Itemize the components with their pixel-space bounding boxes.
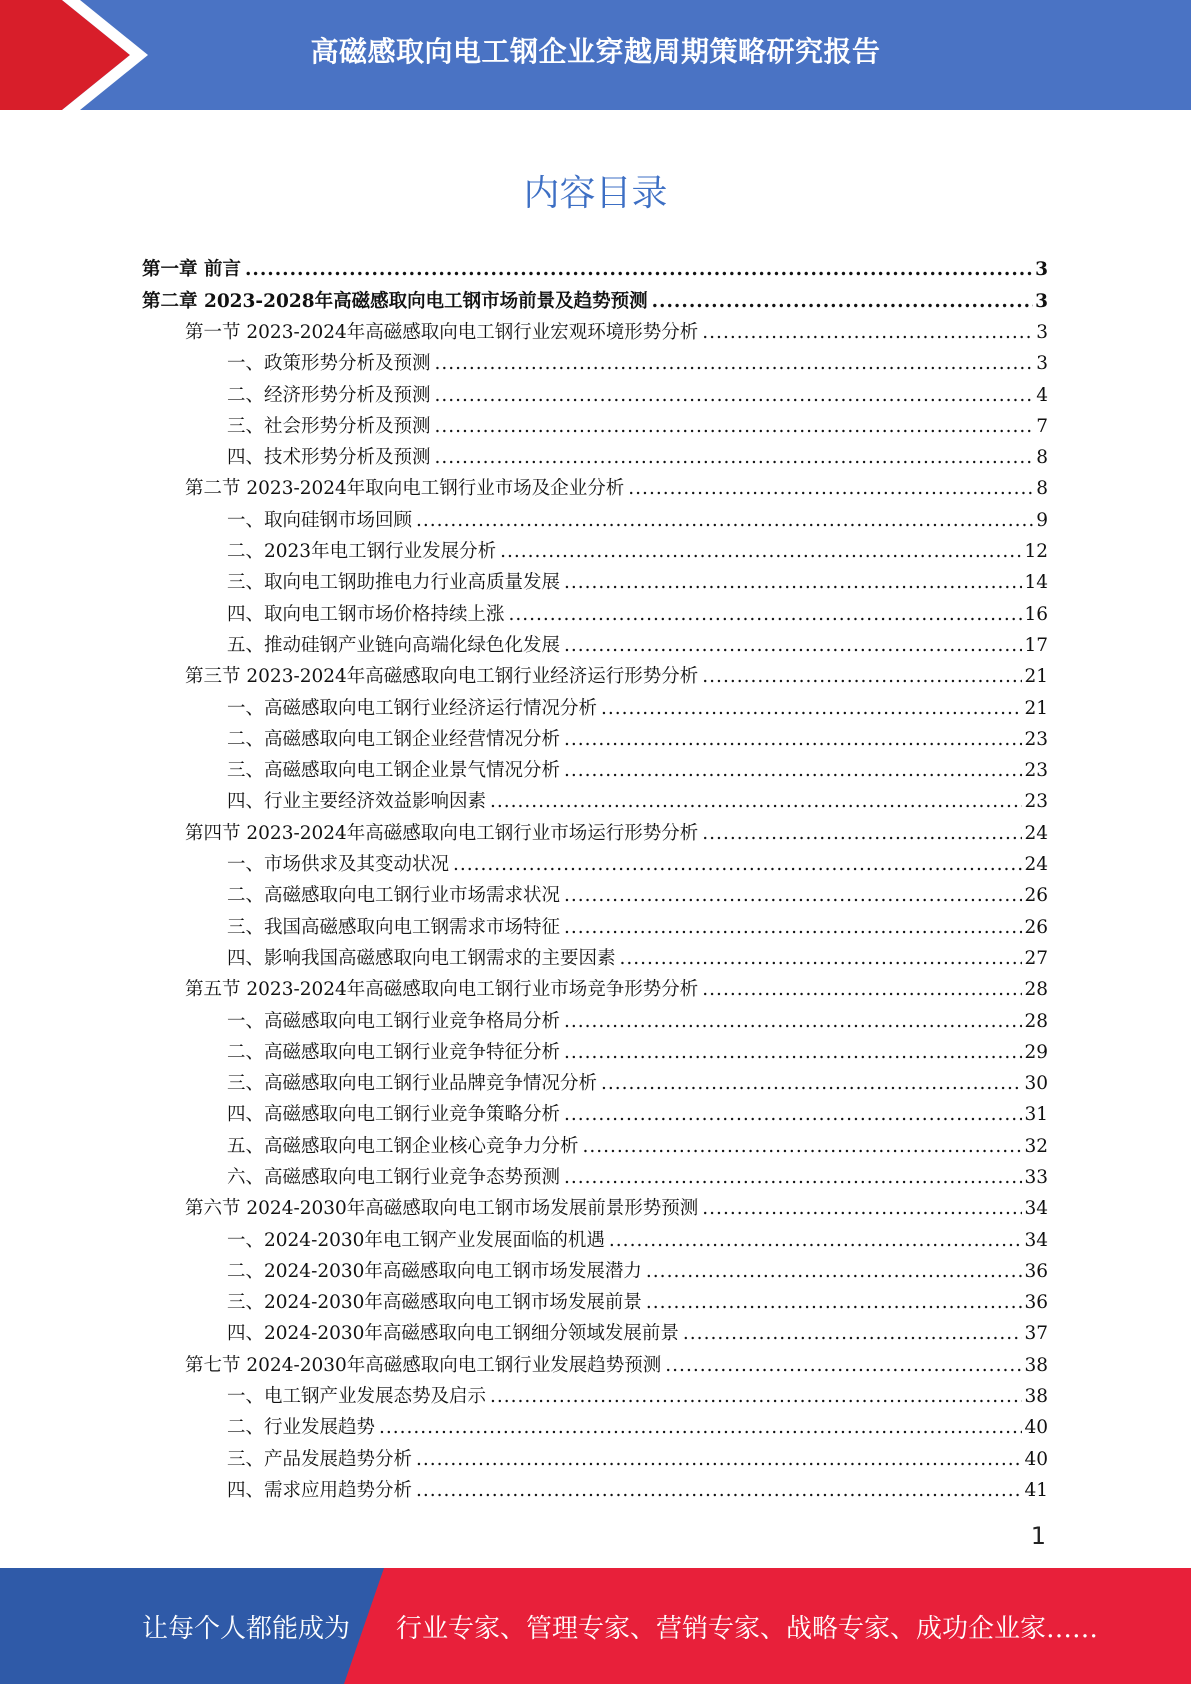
- toc-entry[interactable]: [142, 1319, 1048, 1350]
- toc-entry[interactable]: [142, 1413, 1048, 1444]
- toc-entry[interactable]: [142, 1163, 1048, 1194]
- toc-entry-page: 36: [1024, 1260, 1048, 1282]
- toc-entry-page: 14: [1024, 572, 1048, 594]
- toc-entry-page: 3: [1035, 290, 1048, 312]
- toc-leader-dots: [683, 1325, 1023, 1344]
- toc-entry-title: 二、高磁感取向电工钢企业经营情况分析: [227, 728, 561, 750]
- toc-leader-dots: [564, 637, 1022, 656]
- toc-leader-dots: [601, 700, 1022, 719]
- toc-entry-page: 8: [1036, 447, 1048, 469]
- toc-entry-title: 三、社会形势分析及预测: [227, 415, 431, 437]
- toc-entry[interactable]: [142, 1037, 1048, 1068]
- toc-entry-title: 一、取向硅钢市场回顾: [227, 509, 413, 531]
- toc-entry-page: 26: [1024, 885, 1048, 907]
- toc-entry[interactable]: [142, 568, 1048, 599]
- toc-entry-title: 二、2023年电工钢行业发展分析: [227, 541, 497, 563]
- toc-entry-page: 30: [1024, 1073, 1048, 1095]
- toc-entry[interactable]: [142, 474, 1048, 505]
- toc-entry-page: 29: [1024, 1041, 1048, 1063]
- toc-entry-title: 四、需求应用趋势分析: [227, 1479, 413, 1501]
- toc-leader-dots: [620, 950, 1023, 969]
- toc-entry[interactable]: [142, 662, 1048, 693]
- toc-entry-page: 23: [1024, 760, 1048, 782]
- toc-entry-title: 二、高磁感取向电工钢行业竞争特征分析: [227, 1041, 561, 1063]
- toc-leader-dots: [564, 762, 1022, 781]
- toc-entry[interactable]: [142, 537, 1048, 568]
- toc-entry-page: 27: [1024, 947, 1048, 969]
- toc-entry-page: 31: [1024, 1104, 1048, 1126]
- toc-leader-dots: [453, 856, 1022, 875]
- toc-leader-dots: [500, 543, 1022, 562]
- toc-entry-page: 21: [1024, 697, 1048, 719]
- toc-entry-page: 38: [1024, 1354, 1048, 1376]
- header-banner: [0, 0, 1191, 110]
- toc-entry-page: 36: [1024, 1292, 1048, 1314]
- toc-entry-title: 三、取向电工钢助推电力行业高质量发展: [227, 572, 561, 594]
- toc-entry-page: 24: [1024, 854, 1048, 876]
- toc-entry-page: 23: [1024, 728, 1048, 750]
- toc-entry-title: 四、行业主要经济效益影响因素: [227, 791, 487, 813]
- toc-entry-title: 三、高磁感取向电工钢行业品牌竞争情况分析: [227, 1073, 598, 1095]
- toc-entry[interactable]: [142, 255, 1048, 286]
- toc-entry[interactable]: [142, 1100, 1048, 1131]
- toc-leader-dots: [564, 887, 1022, 906]
- toc-entry[interactable]: [142, 724, 1048, 755]
- toc-leader-dots: [609, 1232, 1023, 1251]
- toc-leader-dots: [702, 1200, 1022, 1219]
- toc-entry-page: 37: [1024, 1323, 1048, 1345]
- toc-entry-title: 二、经济形势分析及预测: [227, 384, 431, 406]
- toc-leader-dots: [490, 793, 1022, 812]
- toc-entry[interactable]: [142, 286, 1048, 317]
- toc-entry[interactable]: [142, 411, 1048, 442]
- toc-leader-dots: [435, 387, 1035, 406]
- toc-entry[interactable]: [142, 1288, 1048, 1319]
- toc-leader-dots: [416, 512, 1034, 531]
- toc-leader-dots: [646, 1263, 1023, 1282]
- toc-entry[interactable]: [142, 1069, 1048, 1100]
- toc-entry-title: 第六节 2024-2030年高磁感取向电工钢市场发展前景形势预测: [185, 1198, 699, 1220]
- toc-entry-title: 四、技术形势分析及预测: [227, 447, 431, 469]
- toc-leader-dots: [628, 480, 1034, 499]
- toc-leader-dots: [416, 1482, 1022, 1501]
- toc-entry[interactable]: [142, 818, 1048, 849]
- toc-entry-title: 三、产品发展趋势分析: [227, 1448, 413, 1470]
- toc-entry-title: 二、2024-2030年高磁感取向电工钢市场发展潜力: [227, 1260, 642, 1282]
- toc-entry-page: 38: [1024, 1386, 1048, 1408]
- toc-entry[interactable]: [142, 1225, 1048, 1256]
- toc-entry-title: 六、高磁感取向电工钢行业竞争态势预测: [227, 1167, 561, 1188]
- toc-entry-page: 3: [1035, 259, 1048, 281]
- toc-entry-page: 28: [1024, 979, 1048, 1001]
- toc-entry-page: 32: [1024, 1135, 1048, 1157]
- toc-entry[interactable]: [142, 380, 1048, 411]
- toc-leader-dots: [564, 919, 1022, 938]
- toc-entry-page: 3: [1036, 321, 1048, 343]
- toc-entry-page: 23: [1024, 791, 1048, 813]
- toc-leader-dots: [564, 731, 1022, 750]
- toc-entry-page: 17: [1024, 634, 1048, 656]
- toc-entry-title: 第一节 2023-2024年高磁感取向电工钢行业宏观环境形势分析: [185, 321, 699, 343]
- toc-entry-title: 一、高磁感取向电工钢行业经济运行情况分析: [227, 697, 598, 719]
- toc-heading: 内容目录: [523, 173, 668, 214]
- toc-entry[interactable]: [142, 1257, 1048, 1288]
- toc-leader-dots: [646, 1294, 1023, 1313]
- toc-entry-page: 40: [1024, 1448, 1048, 1470]
- toc-leader-dots: [564, 1044, 1022, 1063]
- toc-entry-title: 一、电工钢产业发展态势及启示: [227, 1386, 487, 1408]
- toc-entry[interactable]: [142, 1006, 1048, 1037]
- toc-leader-dots: [490, 1388, 1022, 1407]
- toc-entry[interactable]: [142, 881, 1048, 912]
- toc-entry-page: 7: [1036, 415, 1048, 437]
- toc-leader-dots: [509, 606, 1023, 625]
- toc-entry-title: 第七节 2024-2030年高磁感取向电工钢行业发展趋势预测: [185, 1354, 662, 1376]
- toc-leader-dots: [564, 1013, 1022, 1032]
- toc-entry-page: 8: [1036, 478, 1048, 500]
- toc-list: [142, 255, 1048, 1507]
- toc-leader-dots: [665, 1357, 1022, 1376]
- toc-leader-dots: [583, 1138, 1023, 1157]
- toc-entry[interactable]: [142, 912, 1048, 943]
- toc-entry[interactable]: [142, 756, 1048, 787]
- toc-entry[interactable]: [142, 631, 1048, 662]
- toc-entry-title: 四、高磁感取向电工钢行业竞争策略分析: [227, 1104, 561, 1126]
- toc-entry-page: 33: [1024, 1167, 1048, 1188]
- toc-entry[interactable]: [142, 850, 1048, 881]
- toc-entry-title: 四、取向电工钢市场价格持续上涨: [227, 603, 505, 625]
- toc-entry-title: 五、推动硅钢产业链向高端化绿色化发展: [227, 634, 561, 656]
- toc-leader-dots: [564, 574, 1022, 593]
- toc-entry[interactable]: [142, 505, 1048, 536]
- footer-slogan-right: 行业专家、管理专家、营销专家、战略专家、成功企业家……: [396, 1613, 1099, 1644]
- toc-entry-page: 16: [1024, 603, 1048, 625]
- toc-entry[interactable]: [142, 693, 1048, 724]
- toc-entry[interactable]: [142, 599, 1048, 630]
- toc-leader-dots: [245, 261, 1033, 280]
- toc-entry[interactable]: [142, 975, 1048, 1006]
- toc-entry[interactable]: [142, 1382, 1048, 1413]
- toc-leader-dots: [435, 355, 1035, 374]
- toc-entry-title: 四、2024-2030年高磁感取向电工钢细分领域发展前景: [227, 1323, 679, 1345]
- toc-entry-page: 24: [1024, 822, 1048, 844]
- toc-entry-title: 三、我国高磁感取向电工钢需求市场特征: [227, 916, 561, 938]
- toc-leader-dots: [601, 1075, 1022, 1094]
- toc-leader-dots: [702, 324, 1034, 343]
- toc-entry-title: 第一章 前言: [142, 259, 241, 281]
- toc-entry-title: 第二节 2023-2024年取向电工钢行业市场及企业分析: [185, 478, 625, 500]
- toc-entry-title: 第二章 2023-2028年高磁感取向电工钢市场前景及趋势预测: [142, 290, 648, 312]
- toc-entry-page: 21: [1024, 666, 1048, 688]
- toc-entry[interactable]: [142, 1350, 1048, 1381]
- toc-entry-title: 三、高磁感取向电工钢企业景气情况分析: [227, 760, 561, 782]
- toc-entry[interactable]: [142, 1444, 1048, 1475]
- toc-entry[interactable]: [142, 443, 1048, 474]
- toc-leader-dots: [702, 981, 1022, 1000]
- toc-entry-page: 26: [1024, 916, 1048, 938]
- toc-entry-page: 34: [1024, 1229, 1048, 1251]
- toc-entry[interactable]: [142, 1131, 1048, 1162]
- toc-leader-dots: [564, 1169, 1022, 1188]
- toc-entry-page: 41: [1024, 1479, 1048, 1501]
- report-title: 高磁感取向电工钢企业穿越周期策略研究报告: [310, 35, 881, 68]
- toc-entry-page: 9: [1036, 509, 1048, 531]
- toc-entry-title: 一、政策形势分析及预测: [227, 353, 431, 375]
- footer-slogan-left: 让每个人都能成为: [142, 1613, 351, 1644]
- toc-entry-page: 34: [1024, 1198, 1048, 1220]
- toc-entry-title: 三、2024-2030年高磁感取向电工钢市场发展前景: [227, 1292, 642, 1314]
- page-number: 1: [1030, 1522, 1046, 1550]
- toc-entry-title: 一、市场供求及其变动状况: [227, 854, 450, 876]
- toc-entry-title: 五、高磁感取向电工钢企业核心竞争力分析: [227, 1135, 579, 1157]
- footer-banner: [0, 1568, 1191, 1684]
- toc-entry[interactable]: [142, 1476, 1048, 1507]
- toc-leader-dots: [702, 668, 1022, 687]
- toc-entry-page: 28: [1024, 1010, 1048, 1032]
- toc-entry-title: 第四节 2023-2024年高磁感取向电工钢行业市场运行形势分析: [185, 822, 699, 844]
- toc-leader-dots: [652, 293, 1034, 312]
- toc-entry[interactable]: [142, 944, 1048, 975]
- toc-leader-dots: [702, 825, 1022, 844]
- toc-leader-dots: [435, 449, 1035, 468]
- toc-entry[interactable]: [142, 1194, 1048, 1225]
- toc-entry-title: 一、2024-2030年电工钢产业发展面临的机遇: [227, 1229, 605, 1251]
- toc-entry-page: 4: [1036, 384, 1048, 406]
- toc-entry-page: 12: [1024, 541, 1048, 563]
- toc-leader-dots: [435, 418, 1035, 437]
- toc-entry-title: 二、行业发展趋势: [227, 1417, 376, 1439]
- toc-entry-title: 四、影响我国高磁感取向电工钢需求的主要因素: [227, 947, 616, 969]
- toc-entry[interactable]: [142, 349, 1048, 380]
- toc-entry[interactable]: [142, 318, 1048, 349]
- toc-leader-dots: [564, 1106, 1022, 1125]
- toc-leader-dots: [379, 1419, 1022, 1438]
- toc-entry-title: 第三节 2023-2024年高磁感取向电工钢行业经济运行形势分析: [185, 666, 699, 688]
- toc-entry-title: 第五节 2023-2024年高磁感取向电工钢行业市场竞争形势分析: [185, 979, 699, 1001]
- toc-entry-page: 40: [1024, 1417, 1048, 1439]
- toc-entry-title: 二、高磁感取向电工钢行业市场需求状况: [227, 885, 561, 907]
- toc-entry-title: 一、高磁感取向电工钢行业竞争格局分析: [227, 1010, 561, 1032]
- toc-entry-page: 3: [1036, 353, 1048, 375]
- toc-leader-dots: [416, 1451, 1022, 1470]
- toc-entry[interactable]: [142, 787, 1048, 818]
